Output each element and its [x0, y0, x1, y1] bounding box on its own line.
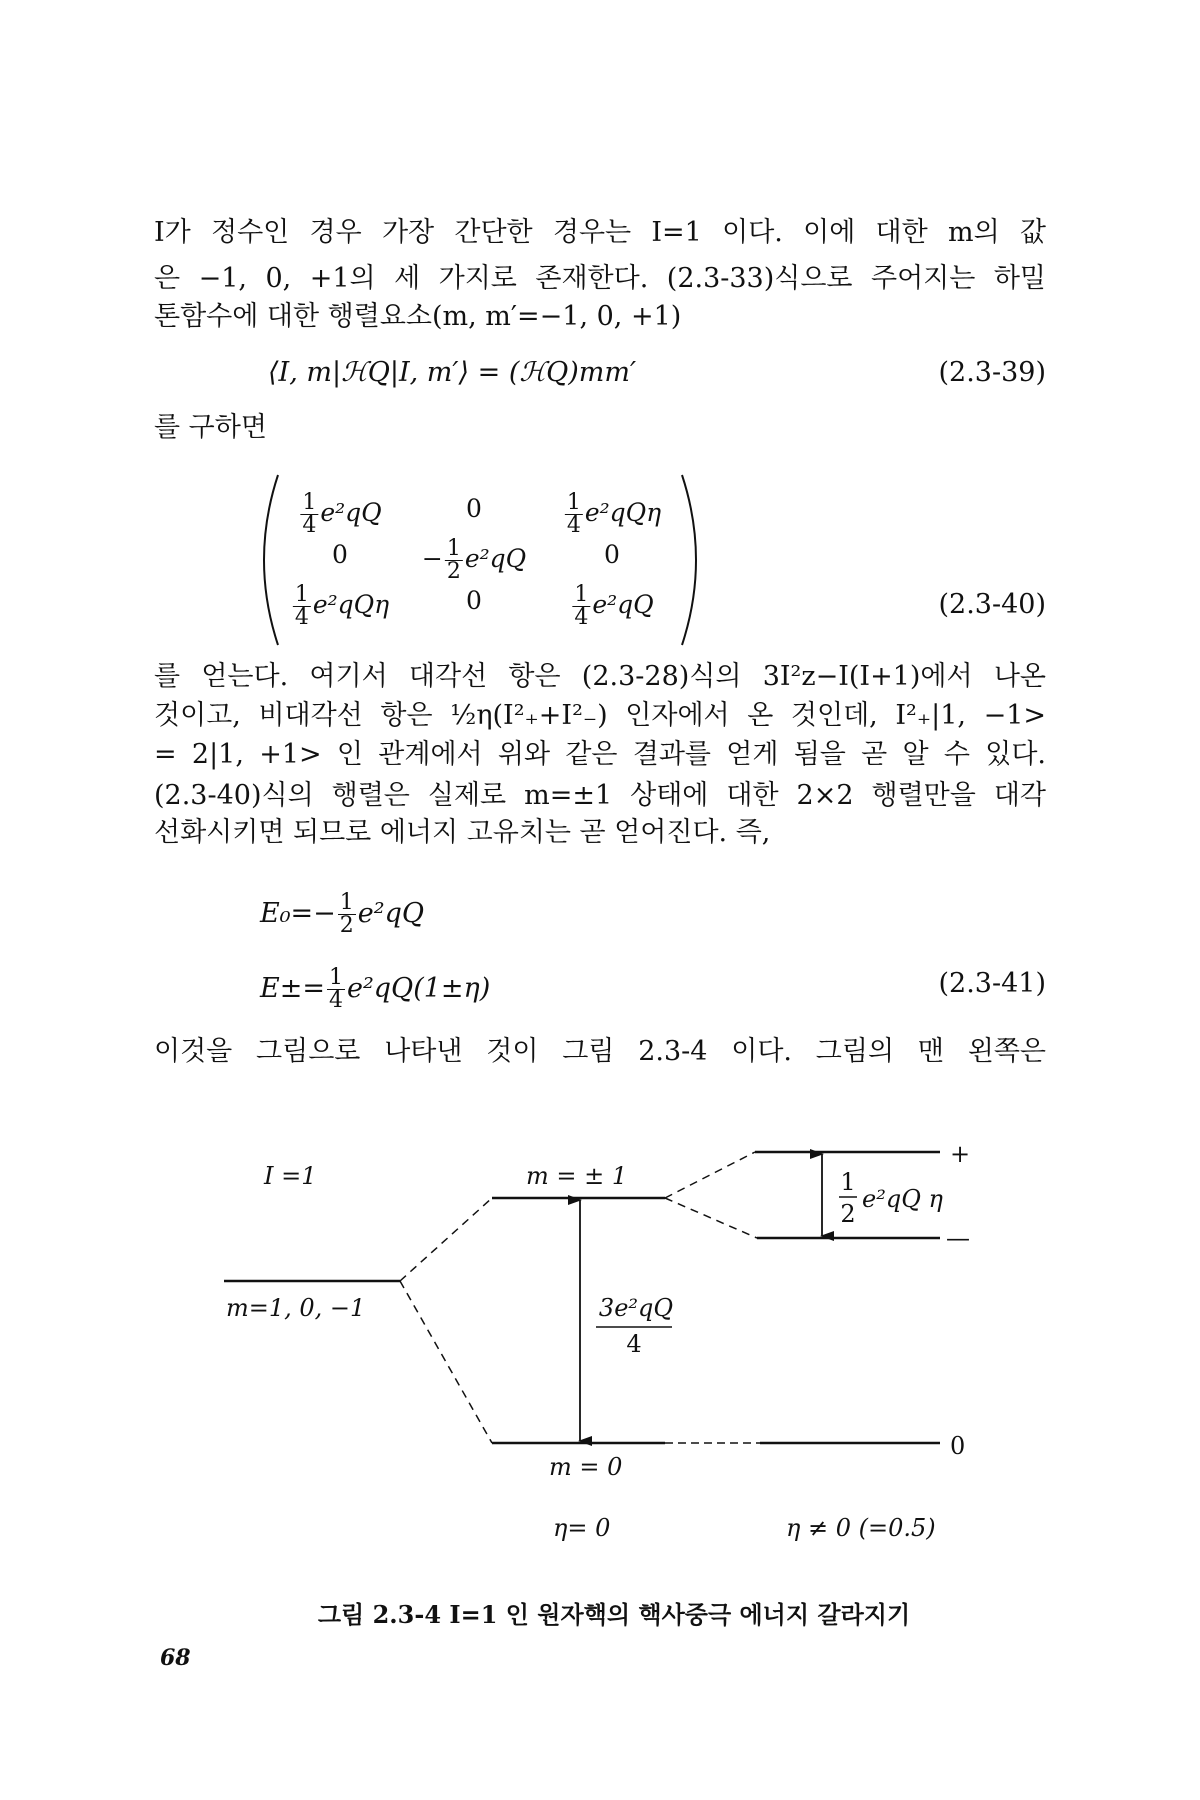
equation-2-3-39: ⟨I, m|ℋQ|I, m′⟩ = (ℋQ)mm′: [268, 357, 637, 388]
text-after-eq39: 를 구하면: [154, 412, 267, 443]
e0-lhs: E₀=−: [260, 898, 336, 929]
denominator: 4: [574, 605, 589, 630]
equation-number-2-3-39: (2.3-39): [938, 357, 1046, 388]
dashed-connector-down: [400, 1281, 492, 1443]
paragraph-2-line-2: 것이고, 비대각선 항은 ½η(I²₊+I²₋) 인자에서 온 것인데, I²₊|1, −1>: [154, 700, 1046, 731]
m0-label: m = 0: [549, 1453, 623, 1481]
page-number: 68: [160, 1645, 191, 1671]
numerator: 1: [446, 536, 461, 561]
eta-zero-label: η= 0: [553, 1514, 611, 1542]
split-rest: e²qQ η: [862, 1185, 943, 1213]
denominator: 4: [328, 988, 343, 1013]
numerator: 1: [566, 490, 581, 515]
matrix-cell: 0: [604, 540, 620, 569]
numerator: 1: [328, 965, 343, 990]
split-numerator: 1: [840, 1168, 856, 1196]
paragraph-1-line-1: I가 정수인 경우 가장 간단한 경우는 I=1 이다. 이에 대한 m의 값: [154, 217, 1046, 248]
paragraph-3-line-1: 이것을 그림으로 나타낸 것이 그림 2.3-4 이다. 그림의 맨 왼쪽은: [154, 1036, 1046, 1067]
numerator: 1: [294, 582, 309, 607]
denominator: 4: [294, 605, 309, 630]
term: e²qQ: [320, 498, 382, 527]
zero-label: 0: [950, 1432, 966, 1460]
term: e²qQη: [584, 498, 662, 527]
m-pm1-label: m = ± 1: [526, 1162, 628, 1190]
epm-rest: e²qQ(1±η): [346, 973, 491, 1004]
paragraph-2-line-3: = 2|1, +1> 인 관계에서 위와 같은 결과를 얻게 됨을 곧 알 수 있다.: [154, 739, 1046, 770]
gap-denominator: 4: [626, 1330, 642, 1358]
eta-nonzero-label: η ≠ 0 (=0.5): [786, 1514, 936, 1542]
epm-lhs: E±=: [260, 973, 325, 1004]
denominator: 4: [566, 513, 581, 538]
numerator: 1: [302, 490, 317, 515]
matrix-cell: 0: [466, 494, 482, 523]
dashed-connector-up: [400, 1198, 492, 1281]
gap-numerator: 3e²qQ: [598, 1294, 674, 1322]
e0-rest: e²qQ: [357, 898, 425, 929]
spin-label: I =1: [264, 1162, 317, 1190]
plus-label: +: [950, 1140, 971, 1168]
matrix-cell: 0: [332, 540, 348, 569]
term: e²qQ: [592, 590, 654, 619]
paragraph-1-line-3: 톤함수에 대한 행렬요소(m, m′=−1, 0, +1): [154, 301, 682, 332]
equation-number-2-3-41: (2.3-41): [938, 968, 1046, 999]
equation-number-2-3-40: (2.3-40): [938, 589, 1046, 620]
denominator: 2: [339, 913, 354, 938]
paragraph-1-line-2: 은 −1, 0, +1의 세 가지로 존재한다. (2.3-33)식으로 주어지는 하밀: [154, 263, 1046, 294]
term: e²qQ: [464, 544, 527, 573]
paragraph-2-line-4: (2.3-40)식의 행렬은 실제로 m=±1 상태에 대한 2×2 행렬만을 대각: [154, 780, 1046, 811]
numerator: 1: [574, 582, 589, 607]
figure-caption: 그림 2.3-4 I=1 인 원자핵의 핵사중극 에너지 갈라지기: [317, 1600, 911, 1629]
denominator: 4: [302, 513, 317, 538]
paragraph-2-line-5: 선화시키면 되므로 에너지 고유치는 곧 얻어진다. 즉,: [154, 817, 771, 848]
degenerate-label: m=1, 0, −1: [226, 1294, 366, 1322]
denominator: 2: [446, 559, 461, 584]
sign: −: [421, 544, 443, 573]
matrix-cell: 0: [466, 586, 482, 615]
dashed-split-down: [665, 1198, 757, 1238]
paragraph-2-line-1: 를 얻는다. 여기서 대각선 항은 (2.3-28)식의 3I²z−I(I+1)에서 나온: [154, 661, 1046, 692]
split-denominator: 2: [840, 1200, 856, 1228]
dashed-split-up: [665, 1152, 755, 1198]
term: e²qQη: [312, 590, 390, 619]
minus-label: —: [946, 1224, 970, 1252]
numerator: 1: [339, 890, 354, 915]
